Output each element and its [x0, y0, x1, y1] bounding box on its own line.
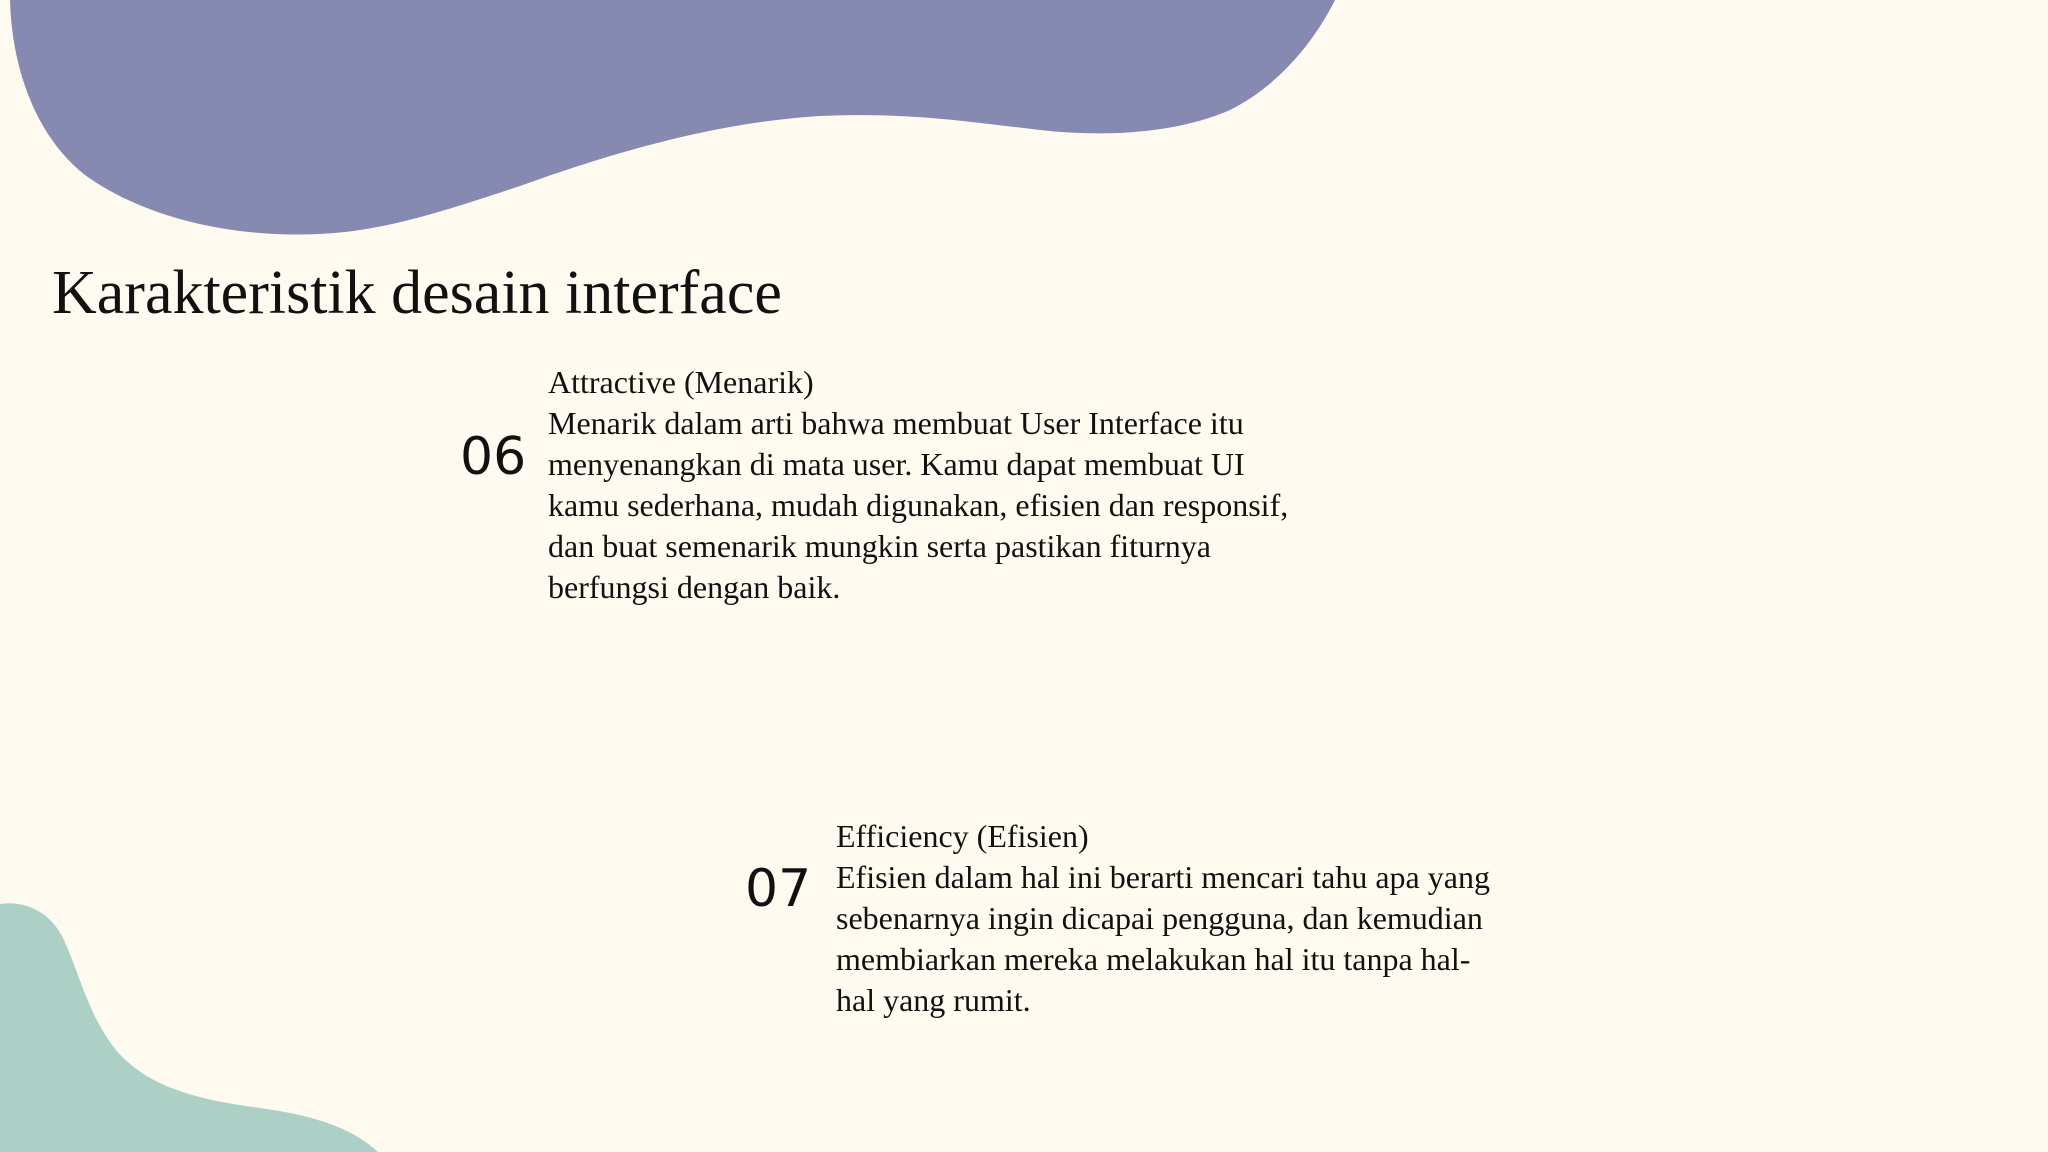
item-text-attractive	[548, 362, 1288, 608]
slide-title: Karakteristik desain interface	[52, 259, 782, 327]
bottom-green-blob	[0, 903, 378, 1152]
item-text-line: menyenangkan di mata user. Kamu dapat membuat UI	[548, 446, 1245, 482]
item-text-line: hal yang rumit.	[836, 982, 1031, 1018]
item-text-line: kamu sederhana, mudah digunakan, efisien dan responsif,	[548, 487, 1289, 523]
item-text-line: Menarik dalam arti bahwa membuat User Interface itu	[548, 405, 1244, 441]
item-heading-efficiency: Efficiency (Efisien)	[836, 818, 1089, 854]
item-number-07: 07	[745, 859, 812, 919]
item-text-line: dan buat semenarik mungkin serta pastikan fiturnya	[548, 528, 1211, 564]
item-number-06: 06	[460, 427, 527, 487]
item-text-line: berfungsi dengan baik.	[548, 569, 841, 605]
item-heading-attractive: Attractive (Menarik)	[548, 364, 814, 400]
top-purple-blob	[10, 0, 1335, 235]
item-text-line: sebenarnya ingin dicapai pengguna, dan kemudian	[836, 900, 1483, 936]
item-text-efficiency	[836, 816, 1490, 1021]
item-text-line: Efisien dalam hal ini berarti mencari tahu apa yang	[836, 859, 1490, 895]
item-text-line: membiarkan mereka melakukan hal itu tanpa hal-	[836, 941, 1471, 977]
